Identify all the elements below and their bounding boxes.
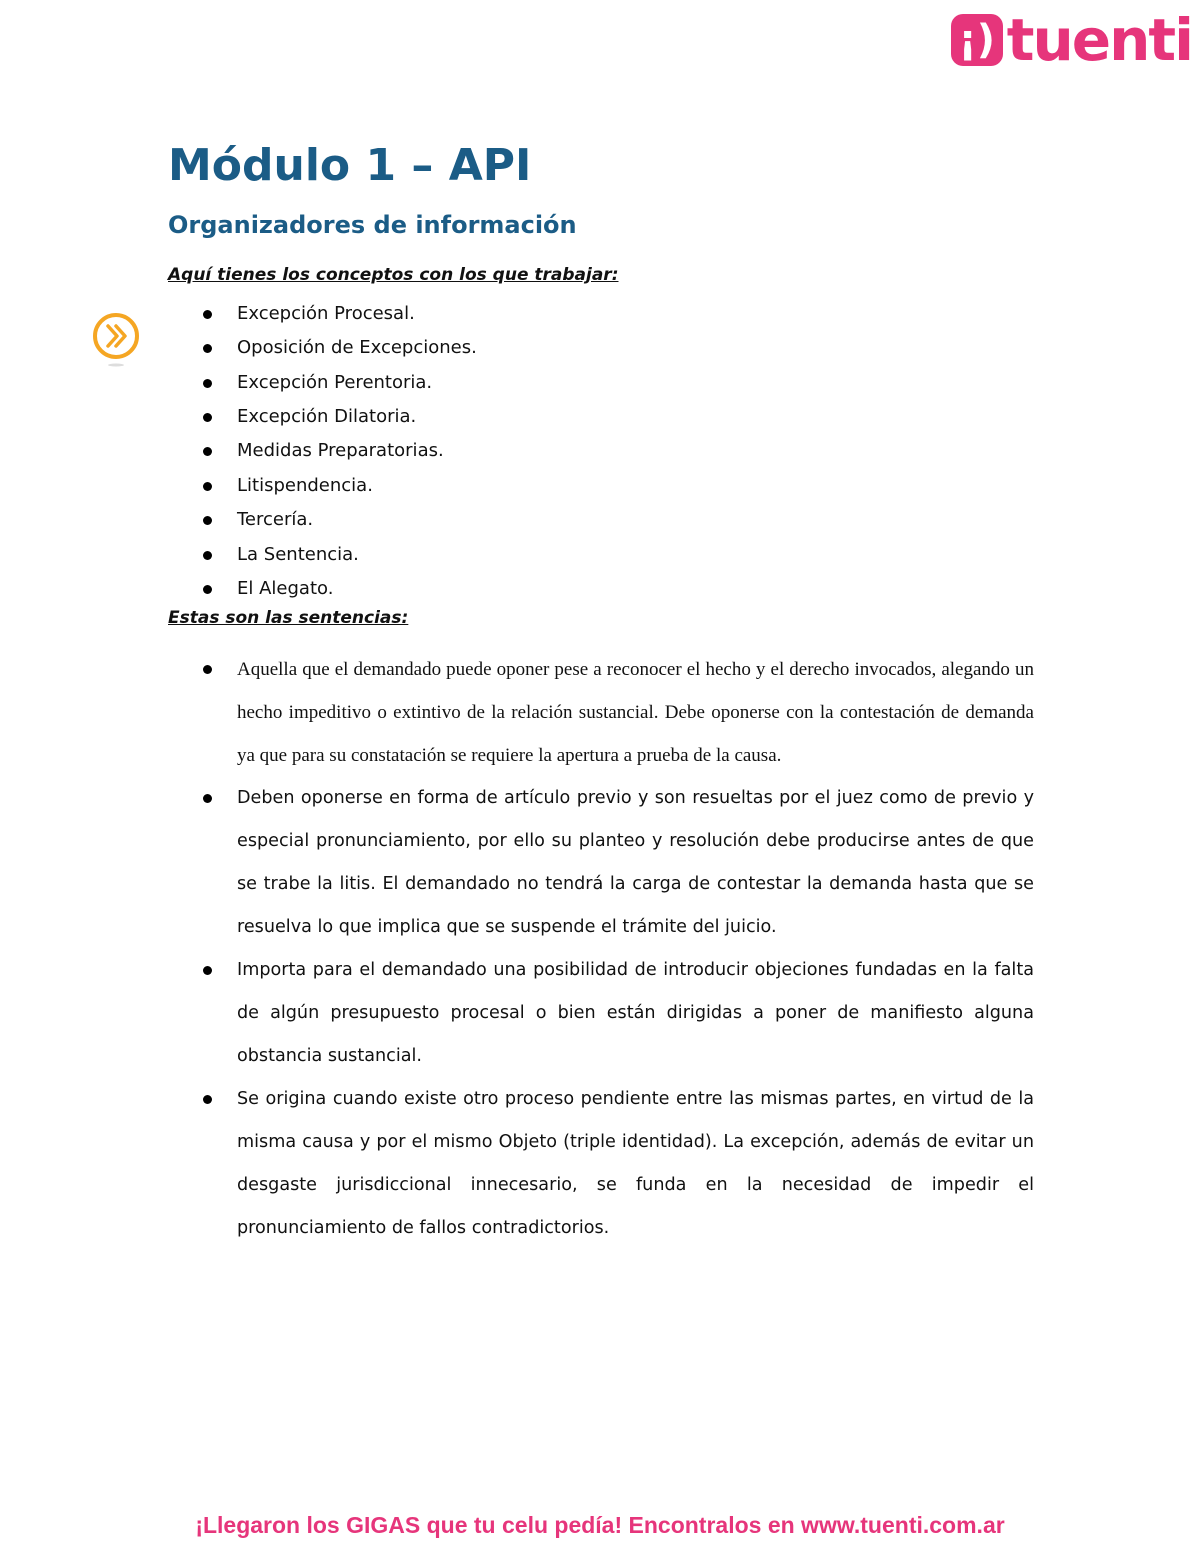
sentence-item: Se origina cuando existe otro proceso pendiente entre las mismas partes, en virtud de la misma causa y por el mismo Objeto (triple identidad). La excepción, además de evitar un desgaste jurisdiccional innecesario, se funda en la necesidad de impedir el pronunciamiento de fallos contradictorios. [168,1078,1034,1250]
document-content [168,140,1034,1250]
concept-item: Excepción Dilatoria. [168,400,1034,434]
promo-footer: ¡Llegaron los GIGAS que tu celu pedía! Encontralos en www.tuenti.com.ar [195,1512,1005,1538]
double-chevron-right-icon [90,312,142,368]
tuenti-badge-icon: ¡) [951,14,1003,66]
concept-item: Excepción Perentoria. [168,366,1034,400]
sentence-item: Aquella que el demandado puede oponer pese a reconocer el hecho y el derecho invocados, alegando un hecho impeditivo o extintivo de la relación sustancial. Debe oponerse con la contestación de demanda ya que para su constatación se requiere la apertura a prueba de la causa. [168,648,1034,777]
tuenti-logo-text: tuenti [1006,6,1192,74]
concept-item: Tercería. [168,503,1034,537]
concepts-intro: Aquí tienes los conceptos con los que trabajar: [168,264,619,285]
concept-item: Excepción Procesal. [168,297,1034,331]
concepts-list [168,297,1034,607]
page-subtitle: Organizadores de información [168,210,577,239]
concept-item: Litispendencia. [168,469,1034,503]
concept-item: Medidas Preparatorias. [168,434,1034,468]
sentences-intro: Estas son las sentencias: [168,608,409,629]
concept-item: La Sentencia. [168,538,1034,572]
tuenti-logo [951,6,1192,74]
sentence-item: Deben oponerse en forma de artículo previo y son resueltas por el juez como de previo y especial pronunciamiento, por ello su planteo y resolución debe producirse antes de que se trabe la litis. El demandado no tendrá la carga de contestar la demanda hasta que se resuelva lo que implica que se suspende el trámite del juicio. [168,777,1034,949]
concept-item: El Alegato. [168,572,1034,606]
sentences-list [168,648,1034,1250]
concept-item: Oposición de Excepciones. [168,331,1034,365]
sentence-item: Importa para el demandado una posibilidad de introducir objeciones fundadas en la falta de algún presupuesto procesal o bien están dirigidas a poner de manifiesto alguna obstancia sustancial. [168,949,1034,1078]
page-title: Módulo 1 – API [168,140,532,191]
